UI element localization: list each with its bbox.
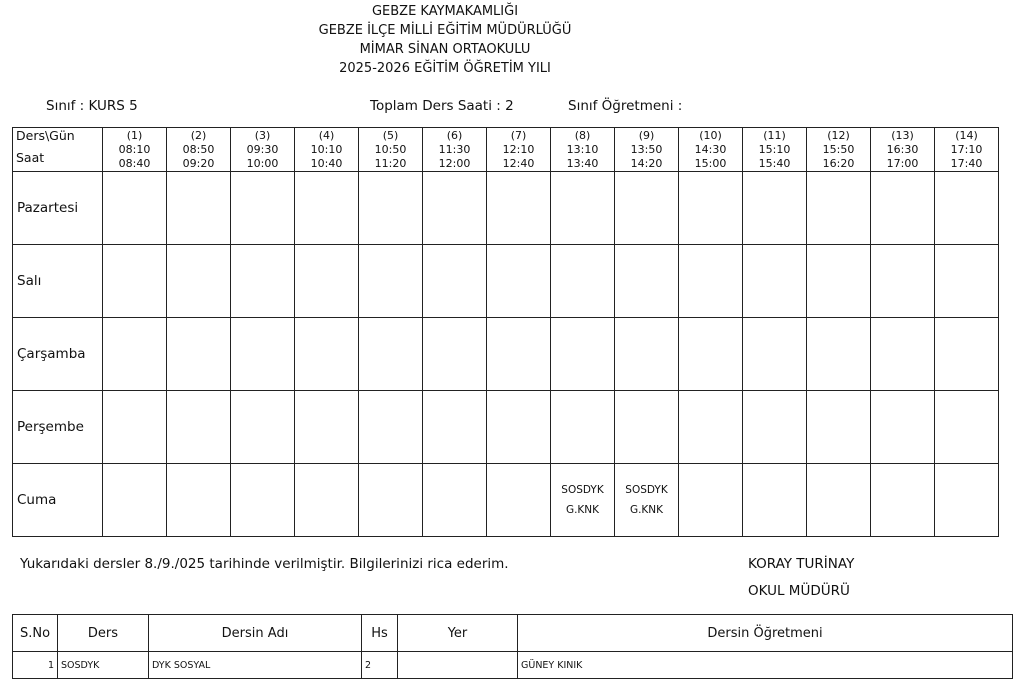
period-end-time: 17:40 [935, 157, 999, 172]
period-end-time: 15:40 [743, 157, 807, 172]
lesson-cell [231, 172, 295, 245]
lesson-cell [295, 172, 359, 245]
day-row [13, 464, 999, 537]
lesson-cell [743, 318, 807, 391]
lesson-cell [551, 172, 615, 245]
lesson-cell [487, 172, 551, 245]
lesson-cell [935, 464, 999, 537]
lesson-cell [167, 318, 231, 391]
principal-name: KORAY TURİNAY [748, 556, 855, 572]
lesson-cell [423, 391, 487, 464]
lesson-cell [807, 464, 871, 537]
lesson-cell [871, 391, 935, 464]
period-number: (8) [551, 128, 615, 144]
period-number: (12) [807, 128, 871, 144]
lesson-cell [615, 318, 679, 391]
period-start-time: 16:30 [871, 143, 935, 157]
lesson-cell [231, 318, 295, 391]
period-end-time: 08:40 [103, 157, 167, 172]
lesson-cell [167, 172, 231, 245]
lesson-cell [359, 391, 423, 464]
lesson-cell [551, 245, 615, 318]
lesson-cell [935, 318, 999, 391]
period-start-time: 10:10 [295, 143, 359, 157]
period-number: (10) [679, 128, 743, 144]
subject-code: SOSDYK [58, 652, 149, 679]
lesson-teacher-code: G.KNK [565, 504, 600, 516]
class-label: Sınıf : [46, 98, 85, 114]
period-number: (3) [231, 128, 295, 144]
lesson-cell [359, 318, 423, 391]
period-end-time: 10:40 [295, 157, 359, 172]
hours-header: Hs [362, 615, 398, 652]
corner-label-top: Ders\Gün [13, 128, 103, 144]
class-info [46, 98, 138, 114]
lesson-cell [679, 318, 743, 391]
header-district: GEBZE KAYMAKAMLIĞI [371, 4, 519, 19]
subject-hours: 2 [362, 652, 398, 679]
total-hours-value: 2 [505, 98, 514, 114]
period-number: (2) [167, 128, 231, 144]
lesson-cell [295, 391, 359, 464]
lesson-cell [167, 464, 231, 537]
period-number: (5) [359, 128, 423, 144]
principal-title: OKUL MÜDÜRÜ [748, 583, 850, 599]
period-start-time: 15:10 [743, 143, 807, 157]
lesson-cell [423, 464, 487, 537]
subject-name: DYK SOSYAL [149, 652, 362, 679]
lesson-cell [807, 391, 871, 464]
lesson-cell [679, 464, 743, 537]
period-end-time: 16:20 [807, 157, 871, 172]
corner-label-bottom: Saat [13, 143, 103, 172]
subject-header-row [13, 615, 1013, 652]
header-directorate: GEBZE İLÇE MİLLİ EĞİTİM MÜDÜRLÜĞÜ [318, 23, 572, 38]
period-number: (1) [103, 128, 167, 144]
lesson-cell [359, 464, 423, 537]
footer-note: Yukarıdaki dersler 8./9./025 tarihinde verilmiştir. Bilgilerinizi rica ederim. [20, 556, 509, 572]
lesson-cell [231, 464, 295, 537]
day-label: Pazartesi [13, 172, 103, 245]
lesson-cell [551, 318, 615, 391]
subject-teacher: GÜNEY KINIK [518, 652, 1013, 679]
lesson-cell [807, 245, 871, 318]
period-end-time: 14:20 [615, 157, 679, 172]
lesson-cell [359, 245, 423, 318]
lesson-cell [423, 245, 487, 318]
lesson-course-code: SOSDYK [561, 484, 604, 496]
lesson-cell [231, 245, 295, 318]
lesson-cell [103, 464, 167, 537]
lesson-cell [807, 172, 871, 245]
subject-no: 1 [13, 652, 58, 679]
period-start-time: 17:10 [935, 143, 999, 157]
lesson-cell [103, 391, 167, 464]
lesson-cell [871, 172, 935, 245]
class-teacher-label: Sınıf Öğretmeni : [568, 98, 683, 114]
subject-list-table [12, 614, 1013, 679]
period-end-row [13, 157, 999, 172]
weekly-timetable [12, 127, 999, 537]
lesson-cell [615, 391, 679, 464]
period-number: (4) [295, 128, 359, 144]
period-end-time: 12:00 [423, 157, 487, 172]
lesson-cell [423, 318, 487, 391]
course-name-header: Dersin Adı [149, 615, 362, 652]
lesson-cell [103, 318, 167, 391]
lesson-cell [679, 245, 743, 318]
lesson-cell [615, 245, 679, 318]
lesson-cell [679, 391, 743, 464]
lesson-cell [359, 172, 423, 245]
header-year: 2025-2026 EĞİTİM ÖĞRETİM YILI [339, 61, 551, 76]
class-teacher-info [568, 98, 682, 114]
place-header: Yer [398, 615, 518, 652]
lesson-cell [103, 245, 167, 318]
period-start-time: 15:50 [807, 143, 871, 157]
period-number: (9) [615, 128, 679, 144]
period-start-time: 12:10 [487, 143, 551, 157]
period-number: (6) [423, 128, 487, 144]
lesson-cell [871, 464, 935, 537]
period-start-time: 10:50 [359, 143, 423, 157]
period-start-time: 11:30 [423, 143, 487, 157]
lesson-cell [935, 172, 999, 245]
period-end-time: 10:00 [231, 157, 295, 172]
lesson-cell [743, 391, 807, 464]
day-row [13, 172, 999, 245]
lesson-teacher-code: G.KNK [629, 504, 664, 516]
period-start-row [13, 143, 999, 157]
period-end-time: 12:40 [487, 157, 551, 172]
lesson-cell [487, 245, 551, 318]
day-label: Perşembe [13, 391, 103, 464]
period-number: (11) [743, 128, 807, 144]
period-start-time: 14:30 [679, 143, 743, 157]
total-hours-info [370, 98, 514, 114]
lesson-cell [167, 245, 231, 318]
lesson-cell [487, 318, 551, 391]
lesson-cell [935, 391, 999, 464]
class-value: KURS 5 [88, 98, 138, 114]
period-start-time: 08:10 [103, 143, 167, 157]
lesson-cell [295, 318, 359, 391]
period-number: (7) [487, 128, 551, 144]
subject-row [13, 652, 1013, 679]
subject-place [398, 652, 518, 679]
lesson-cell [231, 391, 295, 464]
day-label: Çarşamba [13, 318, 103, 391]
lesson-course-code: SOSDYK [625, 484, 668, 496]
period-start-time: 09:30 [231, 143, 295, 157]
lesson-cell [743, 172, 807, 245]
period-end-time: 11:20 [359, 157, 423, 172]
day-label: Salı [13, 245, 103, 318]
period-number-row [13, 128, 999, 144]
lesson-cell [871, 318, 935, 391]
period-start-time: 08:50 [167, 143, 231, 157]
lesson-cell [551, 464, 615, 537]
day-row [13, 245, 999, 318]
lesson-cell [871, 245, 935, 318]
document-header [0, 2, 890, 78]
lesson-cell [615, 464, 679, 537]
day-row [13, 318, 999, 391]
lesson-cell [423, 172, 487, 245]
period-start-time: 13:10 [551, 143, 615, 157]
lesson-cell [295, 464, 359, 537]
lesson-cell [487, 464, 551, 537]
period-number: (13) [871, 128, 935, 144]
header-school: MİMAR SİNAN ORTAOKULU [359, 42, 531, 57]
total-hours-label: Toplam Ders Saati : [370, 98, 501, 114]
lesson-cell [935, 245, 999, 318]
day-row [13, 391, 999, 464]
lesson-cell [487, 391, 551, 464]
lesson-cell [167, 391, 231, 464]
period-end-time: 15:00 [679, 157, 743, 172]
period-end-time: 09:20 [167, 157, 231, 172]
sno-header: S.No [13, 615, 58, 652]
period-end-time: 17:00 [871, 157, 935, 172]
teacher-header: Dersin Öğretmeni [518, 615, 1013, 652]
period-number: (14) [935, 128, 999, 144]
lesson-cell [679, 172, 743, 245]
lesson-cell [615, 172, 679, 245]
course-code-header: Ders [58, 615, 149, 652]
period-start-time: 13:50 [615, 143, 679, 157]
lesson-cell [807, 318, 871, 391]
lesson-cell [743, 245, 807, 318]
day-label: Cuma [13, 464, 103, 537]
lesson-cell [103, 172, 167, 245]
lesson-cell [295, 245, 359, 318]
period-end-time: 13:40 [551, 157, 615, 172]
lesson-cell [551, 391, 615, 464]
lesson-cell [743, 464, 807, 537]
